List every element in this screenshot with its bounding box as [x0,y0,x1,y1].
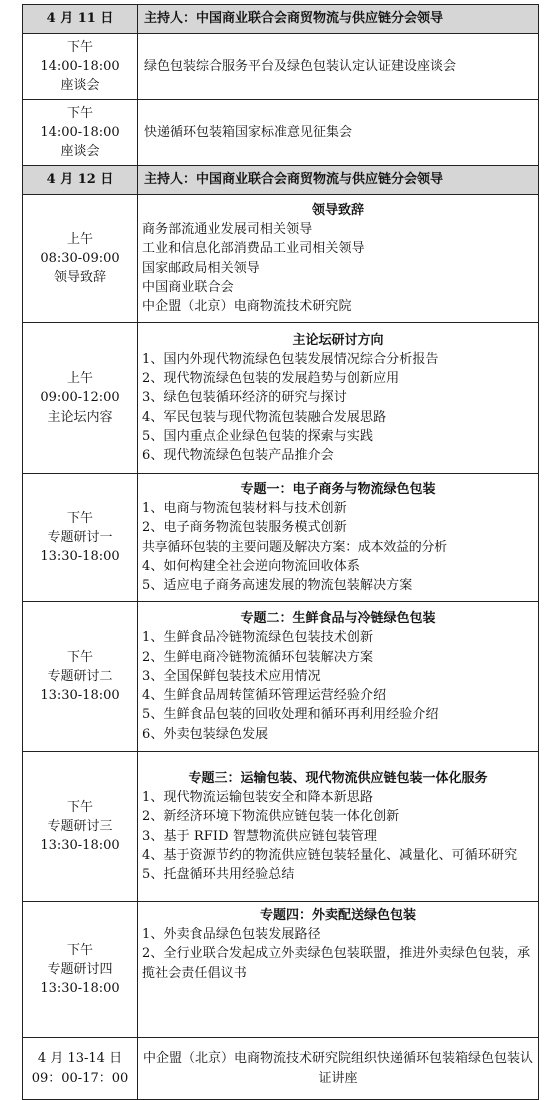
session-content [138,602,539,752]
list-item: 商务部流通业发展司相关领导 [142,222,313,238]
list-item: 4、军民包装与现代物流包装融合发展思路 [142,409,387,425]
schedule-row [23,902,539,1038]
schedule-row [23,34,539,100]
list-item: 1、电商与物流包装材料与技术创新 [142,501,347,517]
list-item: 6、现代物流绿色包装产品推介会 [142,448,334,463]
session-period: 下午 [66,39,93,55]
day-date: 4 月 11 日 [23,5,138,34]
session-content: 快递循环包装箱国家标准意见征集会 [138,100,539,166]
session-content: 绿色包装综合服务平台及绿色包装认定认证建设座谈会 [138,34,539,100]
session-hours: 13:30-18:00 [40,549,120,565]
list-item: 5、托盘循环共用经验总结 [142,866,295,882]
session-content [138,323,539,474]
list-item: 2、现代物流绿色包装的发展趋势与创新应用 [142,371,400,387]
session-period: 下午 [66,799,93,815]
section-title: 专题四：外卖配送绿色包装 [259,908,416,923]
section-title: 专题三：运输包装、现代物流供应链包装一体化服务 [188,770,488,786]
session-hours: 08:30-09:00 [40,250,120,266]
schedule-row [23,752,539,902]
day-header-row [23,5,539,34]
day-header-row [23,166,539,195]
section-title: 专题二：生鲜食品与冷链绿色包装 [240,611,436,627]
list-item: 5、生鲜食品包装的回收处理和循环再利用经验介绍 [142,707,439,723]
session-content [138,195,539,323]
session-time [23,195,138,323]
list-item: 2、生鲜电商冷链物流循环包装解决方案 [142,649,374,665]
session-period: 下午 [66,105,93,121]
session-period: 下午 [66,942,93,958]
session-type: 专题研讨四 [47,961,113,977]
schedule-row [23,100,539,166]
session-time [23,1038,138,1100]
section-title: 主论坛研讨方向 [292,332,384,348]
session-type: 主论坛内容 [47,409,113,425]
list-item: 5、适应电子商务高速发展的物流包装解决方案 [142,577,413,593]
schedule-row [23,195,539,323]
session-content [138,902,539,1038]
day-date: 4 月 12 日 [23,166,138,195]
session-hours: 13:30-18:00 [40,981,120,997]
schedule-row [23,323,539,474]
list-item: 6、外卖包装绿色发展 [142,726,269,742]
session-time [23,100,138,166]
session-hours: 09:00-12:00 [40,390,120,406]
session-hours: 09：00-17：00 [31,1070,129,1086]
list-item: 共享循环包装的主要问题及解决方案：成本效益的分析 [142,539,447,555]
list-item: 中国商业联合会 [142,279,234,295]
session-hours: 14:00-18:00 [40,58,120,74]
day-host: 主持人：中国商业联合会商贸物流与供应链分会领导 [138,166,539,195]
list-item: 3、全国保鲜包装技术应用情况 [142,668,321,684]
day-host: 主持人：中国商业联合会商贸物流与供应链分会领导 [138,5,539,34]
list-item: 1、现代物流运输包装安全和降本新思路 [142,790,374,806]
list-item: 国家邮政局相关领导 [142,260,260,276]
list-item: 中企盟（北京）电商物流技术研究院 [142,298,352,314]
session-time [23,602,138,752]
session-dates: 4 月 13-14 日 [37,1051,123,1067]
session-type: 专题研讨二 [47,668,113,684]
schedule-row [23,602,539,752]
list-item: 2、新经济环境下物流供应链包装一体化创新 [142,809,400,825]
list-item: 4、如何构建全社会逆向物流回收体系 [142,558,360,574]
session-content [138,752,539,902]
list-item: 3、基于 RFID 智慧物流供应链包装管理 [142,828,378,844]
list-item: 3、绿色包装循环经济的研究与探讨 [142,390,347,406]
list-item: 5、国内重点企业绿色包装的探索与实践 [142,428,374,444]
session-type: 座谈会 [60,144,100,160]
session-type: 专题研讨一 [47,529,113,545]
list-item: 4、生鲜食品周转筐循环管理运营经验介绍 [142,688,387,704]
session-period: 下午 [66,510,93,526]
session-period: 下午 [66,649,93,665]
session-time [23,902,138,1038]
list-item: 1、国内外现代物流绿色包装发展情况综合分析报告 [142,351,439,367]
session-time [23,323,138,474]
section-title: 领导致辞 [311,202,364,218]
session-type: 领导致辞 [53,270,106,286]
session-time [23,34,138,100]
list-item: 工业和信息化部消费品工业司相关领导 [142,241,365,257]
list-item: 1、外卖食品绿色包装发展路径 [142,927,321,943]
session-time [23,752,138,902]
session-hours: 14:00-18:00 [40,124,120,140]
session-time [23,474,138,602]
schedule-table [22,4,539,1100]
list-item: 1、生鲜食品冷链物流绿色包装技术创新 [142,630,374,646]
session-type: 专题研讨三 [47,818,113,834]
session-content: 中企盟（北京）电商物流技术研究院组织快递循环包装箱绿色包装认证讲座 [138,1038,539,1100]
session-period: 上午 [66,231,93,247]
schedule-wrapper [22,4,533,1100]
session-content [138,474,539,602]
section-title: 专题一：电子商务与物流绿色包装 [240,481,436,497]
schedule-row [23,474,539,602]
session-hours: 13:30-18:00 [40,838,120,854]
list-item: 2、全行业联合发起成立外卖绿色包装联盟，推进外卖绿色包装，承揽社会责任倡议书 [142,946,531,981]
list-item: 4、基于资源节约的物流供应链包装轻量化、减量化、可循环研究 [142,847,518,863]
session-hours: 13:30-18:00 [40,688,120,704]
session-period: 上午 [66,371,93,387]
list-item: 2、电子商务物流包装服务模式创新 [142,520,347,536]
schedule-row [23,1038,539,1100]
session-type: 座谈会 [60,78,100,94]
